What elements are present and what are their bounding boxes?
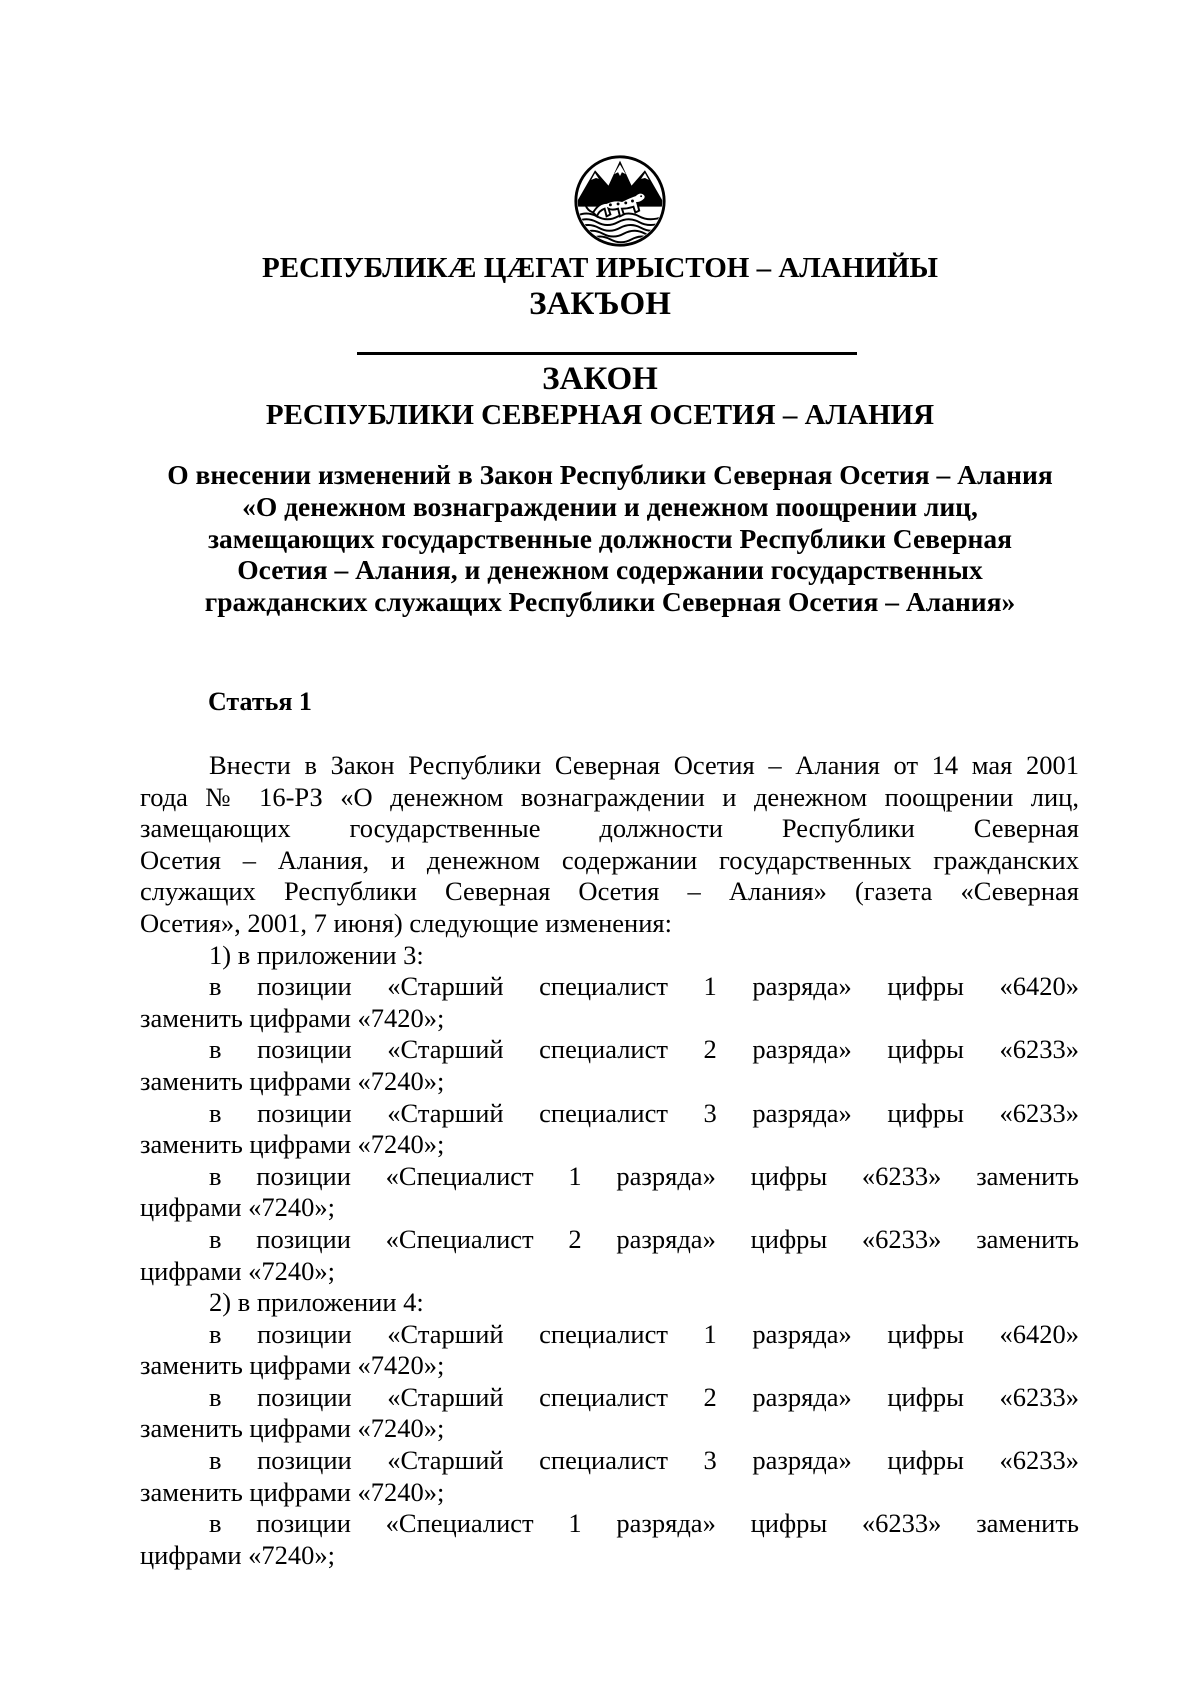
- body-line: в позиции «Специалист 1 разряда» цифры «6233» заменить: [209, 1508, 1079, 1539]
- body-line: года № 16-РЗ «О денежном вознаграждении и денежном поощрении лиц,: [140, 781, 1079, 812]
- header-divider: [357, 352, 857, 355]
- body-line: заменить цифрами «7240»;: [140, 1476, 445, 1507]
- article-body: [140, 750, 1079, 1571]
- body-line: в позиции «Специалист 1 разряда» цифры «6233» заменить: [209, 1160, 1079, 1191]
- body-line: в позиции «Старший специалист 3 разряда» цифры «6233»: [209, 1445, 1079, 1476]
- law-heading-russian: ЗАКОН: [542, 361, 658, 397]
- body-line: в позиции «Старший специалист 1 разряда» цифры «6420»: [209, 971, 1079, 1002]
- body-line: цифрами «7240»;: [140, 1255, 335, 1286]
- body-line: в позиции «Старший специалист 1 разряда» цифры «6420»: [209, 1318, 1079, 1349]
- body-line: заменить цифрами «7240»;: [140, 1129, 445, 1160]
- article-heading: Статья 1: [208, 687, 312, 716]
- body-line: заменить цифрами «7420»;: [140, 1350, 445, 1381]
- body-line: служащих Республики Северная Осетия – Алания» (газета «Северная: [140, 876, 1079, 907]
- body-line: цифрами «7240»;: [140, 1192, 335, 1223]
- law-heading-ossetian: ЗАКЪОН: [529, 286, 671, 322]
- body-line: 2) в приложении 4:: [209, 1287, 424, 1318]
- law-title: [130, 459, 1090, 618]
- law-title-line: Осетия – Алания, и денежном содержании государственных: [237, 554, 983, 586]
- body-line: заменить цифрами «7240»;: [140, 1065, 445, 1096]
- body-line: заменить цифрами «7240»;: [140, 1413, 445, 1444]
- republic-name-russian: РЕСПУБЛИКИ СЕВЕРНАЯ ОСЕТИЯ – АЛАНИЯ: [265, 399, 935, 431]
- body-line: 1) в приложении 3:: [209, 939, 424, 970]
- law-title-line: гражданских служащих Республики Северная Осетия – Алания»: [204, 586, 1016, 618]
- body-line: Осетия», 2001, 7 июня) следующие изменения:: [140, 907, 672, 938]
- body-line: цифрами «7240»;: [140, 1539, 335, 1570]
- coat-of-arms-emblem-icon: [572, 153, 668, 249]
- body-line: в позиции «Старший специалист 3 разряда» цифры «6233»: [209, 1097, 1079, 1128]
- republic-name-ossetian: РЕСПУБЛИКÆ ЦÆГАТ ИРЫСТОН – АЛАНИЙЫ: [262, 252, 938, 284]
- body-line: в позиции «Старший специалист 2 разряда» цифры «6233»: [209, 1381, 1079, 1412]
- law-title-line: замещающих государственные должности Республики Северная: [207, 522, 1013, 554]
- body-line: в позиции «Старший специалист 2 разряда» цифры «6233»: [209, 1034, 1079, 1065]
- body-line: заменить цифрами «7420»;: [140, 1002, 445, 1033]
- law-title-line: «О денежном вознаграждении и денежном поощрении лиц,: [242, 490, 978, 522]
- body-line: Внести в Закон Республики Северная Осетия – Алания от 14 мая 2001: [209, 750, 1079, 780]
- body-line: замещающих государственные должности Республики Северная: [140, 813, 1079, 844]
- law-title-line: О внесении изменений в Закон Республики Северная Осетия – Алания: [167, 459, 1053, 490]
- body-line: в позиции «Специалист 2 разряда» цифры «6233» заменить: [209, 1223, 1079, 1254]
- body-line: Осетия – Алания, и денежном содержании государственных гражданских: [140, 844, 1079, 875]
